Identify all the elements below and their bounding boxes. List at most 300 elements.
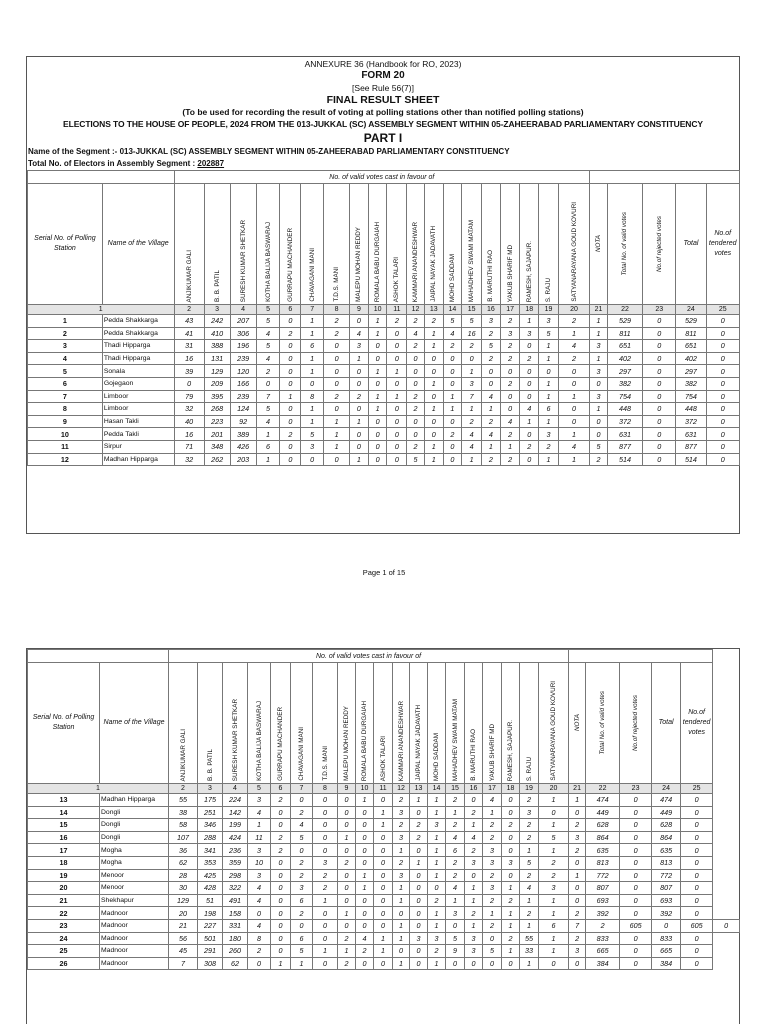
vote-cell: 38 (169, 806, 198, 819)
candidate-name: B. B. PATIL (213, 270, 221, 302)
vote-cell: 236 (223, 844, 248, 857)
vote-cell: 529 (676, 315, 706, 328)
column-number: 3 (198, 784, 223, 794)
vote-cell: 1 (443, 403, 462, 416)
table-row (28, 440, 740, 453)
vote-cell: 402 (676, 352, 706, 365)
annexure-line: ANNEXURE 36 (Handbook for RO, 2023) (304, 59, 462, 69)
rule-reference: [See Rule 56(7)] (352, 83, 414, 93)
vote-cell: 631 (607, 428, 642, 441)
column-number: 18 (520, 305, 539, 315)
vote-cell: 0 (620, 907, 652, 920)
vote-cell: 3 (500, 327, 520, 340)
vote-cell: 39 (174, 365, 204, 378)
vote-cell: 772 (586, 869, 620, 882)
vote-cell: 4 (482, 390, 501, 403)
serial-header: Serial No. of Polling Station (28, 184, 103, 305)
vote-cell: 291 (198, 945, 223, 958)
vote-cell: 4 (350, 327, 369, 340)
table-row (28, 806, 740, 819)
candidate-header (271, 663, 291, 784)
vote-cell: 260 (223, 945, 248, 958)
candidate-header (174, 184, 204, 305)
serial-cell: 8 (28, 403, 103, 416)
vote-cell: 0 (338, 869, 356, 882)
vote-cell: 2 (462, 415, 482, 428)
vote-cell: 2 (569, 907, 586, 920)
vote-cell: 0 (706, 352, 740, 365)
vote-cell: 0 (356, 806, 374, 819)
table-row (28, 907, 740, 920)
vote-cell: 2 (324, 390, 350, 403)
vote-cell: 0 (407, 377, 425, 390)
vote-cell: 0 (280, 403, 301, 416)
candidate-header (248, 663, 271, 784)
vote-cell: 833 (586, 932, 620, 945)
serial-cell: 10 (28, 428, 103, 441)
candidate-name: ROMALA BABU DURGAIAH (361, 700, 368, 781)
vote-cell: 448 (676, 403, 706, 416)
candidate-name: YAKUB SHARIF MD (506, 244, 514, 302)
vote-cell: 1 (520, 844, 539, 857)
vote-cell: 0 (374, 894, 393, 907)
vote-cell: 1 (443, 390, 462, 403)
vote-cell: 0 (590, 428, 608, 441)
vote-cell: 0 (706, 440, 740, 453)
vote-cell: 1 (368, 403, 387, 416)
vote-cell: 1 (393, 894, 410, 907)
caption-spacer (569, 650, 713, 663)
vote-cell: 1 (520, 894, 539, 907)
village-cell: Menoor (100, 869, 169, 882)
vote-cell: 395 (204, 390, 230, 403)
vote-cell: 0 (350, 377, 369, 390)
vote-cell: 1 (356, 869, 374, 882)
candidate-header (223, 663, 248, 784)
vote-cell: 3 (539, 315, 559, 328)
vote-cell: 2 (338, 932, 356, 945)
table-row (28, 856, 740, 869)
vote-cell: 0 (271, 806, 291, 819)
vote-cell: 1 (301, 315, 324, 328)
caption-spacer (28, 171, 175, 184)
vote-cell: 0 (443, 415, 462, 428)
vote-cell: 0 (443, 377, 462, 390)
vote-cell: 1 (539, 794, 569, 807)
vote-cell: 0 (324, 403, 350, 416)
table-row (28, 919, 740, 932)
vote-cell: 1 (539, 415, 559, 428)
column-number: 17 (500, 305, 520, 315)
vote-cell: 813 (586, 856, 620, 869)
table-row (28, 365, 740, 378)
vote-cell: 0 (539, 806, 569, 819)
vote-cell: 0 (443, 440, 462, 453)
vote-cell: 4 (407, 327, 425, 340)
vote-cell: 1 (428, 794, 446, 807)
serial-cell: 15 (28, 819, 100, 832)
serial-cell: 11 (28, 440, 103, 453)
village-cell: Madnoor (100, 945, 169, 958)
serial-cell: 16 (28, 831, 100, 844)
vote-cell: 2 (502, 819, 520, 832)
vote-cell: 5 (520, 856, 539, 869)
vote-cell: 2 (558, 352, 589, 365)
candidate-name: GURRAPU MACHANDER (286, 228, 294, 302)
vote-cell: 0 (291, 794, 313, 807)
vote-cell: 605 (620, 919, 652, 932)
vote-cell: 2 (500, 340, 520, 353)
vote-cell: 0 (569, 856, 586, 869)
vote-cell: 2 (482, 327, 501, 340)
segment-value: 013-JUKKAL (SC) ASSEMBLY SEGMENT WITHIN 05-ZAHEERABAD PARLIAMENTARY CONSTITUENCY (119, 147, 510, 156)
vote-cell: 2 (446, 819, 465, 832)
vote-cell: 1 (271, 957, 291, 970)
vote-cell: 2 (500, 428, 520, 441)
vote-cell: 223 (204, 415, 230, 428)
vote-cell: 2 (271, 831, 291, 844)
vote-cell: 2 (338, 957, 356, 970)
column-number: 24 (652, 784, 681, 794)
candidate-name: MAHADHEV SWAMI MATAM (451, 698, 459, 781)
vote-cell: 0 (681, 945, 713, 958)
form20-page-1 (26, 56, 740, 534)
vote-cell: 0 (387, 415, 407, 428)
vote-cell: 21 (169, 919, 198, 932)
vote-cell: 2 (324, 327, 350, 340)
candidate-header (280, 184, 301, 305)
total-valid-header (607, 184, 642, 305)
vote-cell: 1 (338, 907, 356, 920)
vote-cell: 2 (483, 919, 502, 932)
vote-cell: 2 (520, 352, 539, 365)
vote-cell: 0 (324, 377, 350, 390)
vote-cell: 0 (482, 377, 501, 390)
vote-cell: 0 (706, 327, 740, 340)
vote-cell: 0 (520, 453, 539, 466)
vote-cell: 4 (465, 831, 483, 844)
vote-cell: 36 (169, 844, 198, 857)
vote-cell: 0 (520, 428, 539, 441)
vote-cell: 514 (607, 453, 642, 466)
vote-cell: 772 (652, 869, 681, 882)
vote-cell: 1 (539, 453, 559, 466)
vote-cell: 1 (410, 856, 428, 869)
vote-cell: 16 (174, 428, 204, 441)
vote-cell: 0 (643, 315, 676, 328)
candidate-header (374, 663, 393, 784)
vote-cell: 1 (539, 844, 569, 857)
vote-cell: 4 (256, 327, 280, 340)
vote-cell: 0 (620, 957, 652, 970)
vote-cell: 3 (502, 856, 520, 869)
vote-cell: 5 (462, 315, 482, 328)
vote-cell: 3 (483, 856, 502, 869)
part-title: PART I (363, 131, 403, 145)
column-number: 15 (462, 305, 482, 315)
vote-cell: 0 (350, 403, 369, 416)
vote-cell: 0 (387, 440, 407, 453)
vote-cell: 813 (652, 856, 681, 869)
vote-cell: 1 (374, 945, 393, 958)
vote-cell: 0 (620, 806, 652, 819)
vote-cell: 0 (407, 415, 425, 428)
vote-cell: 45 (169, 945, 198, 958)
vote-cell: 0 (502, 794, 520, 807)
vote-cell: 4 (248, 894, 271, 907)
vote-cell: 0 (500, 365, 520, 378)
vote-cell: 0 (374, 869, 393, 882)
vote-cell: 4 (520, 882, 539, 895)
candidate-header (502, 663, 520, 784)
vote-cell: 1 (482, 440, 501, 453)
column-number: 25 (706, 305, 740, 315)
vote-cell: 16 (462, 327, 482, 340)
vote-cell: 0 (368, 453, 387, 466)
vote-cell: 298 (223, 869, 248, 882)
vote-cell: 1 (350, 415, 369, 428)
serial-cell: 1 (28, 315, 103, 328)
candidate-header (356, 663, 374, 784)
table-row (28, 945, 740, 958)
vote-cell: 0 (393, 945, 410, 958)
candidate-name: CHAVAGANI MANI (298, 727, 305, 781)
vote-cell: 1 (428, 856, 446, 869)
serial-cell: 3 (28, 340, 103, 353)
results-table (27, 170, 740, 466)
vote-cell: 0 (620, 794, 652, 807)
vote-cell: 2 (539, 869, 569, 882)
vote-cell: 384 (652, 957, 681, 970)
vote-cell: 4 (356, 932, 374, 945)
vote-cell: 199 (223, 819, 248, 832)
vote-cell: 0 (338, 794, 356, 807)
vote-cell: 32 (174, 403, 204, 416)
candidate-name: SATYANARAYANA GOUD KOVURI (570, 202, 578, 302)
candidate-name: ROMALA BABU DURGAIAH (374, 221, 382, 302)
vote-cell: 5 (256, 315, 280, 328)
village-cell: Limboor (102, 390, 174, 403)
candidate-name: ASHOK TALARI (393, 256, 401, 302)
vote-cell: 331 (223, 919, 248, 932)
vote-cell: 0 (643, 340, 676, 353)
vote-cell: 1 (313, 945, 338, 958)
vote-cell: 428 (198, 882, 223, 895)
candidate-name: MOHD SADDAM (448, 254, 456, 302)
vote-cell: 10 (248, 856, 271, 869)
serial-cell: 9 (28, 415, 103, 428)
vote-cell: 3 (465, 932, 483, 945)
vote-cell: 392 (652, 907, 681, 920)
vote-cell: 0 (356, 919, 374, 932)
vote-cell: 6 (256, 440, 280, 453)
form20-page-2 (26, 648, 740, 1024)
vote-cell: 2 (483, 831, 502, 844)
candidate-header (169, 663, 198, 784)
vote-cell: 3 (393, 831, 410, 844)
candidate-header (500, 184, 520, 305)
vote-cell: 0 (387, 403, 407, 416)
vote-cell: 0 (410, 844, 428, 857)
candidate-header (393, 663, 410, 784)
candidate-header (198, 663, 223, 784)
table-row (28, 352, 740, 365)
vote-cell: 2 (465, 844, 483, 857)
vote-cell: 2 (520, 440, 539, 453)
vote-cell: 2 (586, 919, 620, 932)
vote-cell: 346 (198, 819, 223, 832)
vote-cell: 0 (502, 844, 520, 857)
column-number: 5 (248, 784, 271, 794)
vote-cell: 1 (502, 919, 520, 932)
vote-cell: 0 (482, 365, 501, 378)
vote-cell: 30 (169, 882, 198, 895)
candidate-name: SURESH KUMAR SHETKAR (231, 698, 239, 781)
vote-cell: 4 (446, 882, 465, 895)
vote-cell: 877 (607, 440, 642, 453)
vote-cell: 0 (681, 932, 713, 945)
vote-cell: 2 (428, 945, 446, 958)
vote-cell: 0 (643, 377, 676, 390)
column-header-row (28, 663, 740, 784)
vote-cell: 2 (424, 315, 443, 328)
column-number: 8 (324, 305, 350, 315)
vote-cell: 1 (465, 894, 483, 907)
vote-cell: 2 (407, 340, 425, 353)
total-header: Total (652, 663, 681, 784)
vote-cell: 3 (483, 844, 502, 857)
vote-cell: 4 (291, 819, 313, 832)
vote-cell: 1 (338, 831, 356, 844)
vote-cell: 79 (174, 390, 204, 403)
village-header: Name of the Village (100, 663, 169, 784)
vote-cell: 2 (407, 315, 425, 328)
vote-cell: 402 (607, 352, 642, 365)
vote-cell: 811 (676, 327, 706, 340)
total-valid-header (586, 663, 620, 784)
candidate-name: MALEPU MOHAN REDDY (343, 706, 350, 781)
vote-cell: 251 (198, 806, 223, 819)
valid-votes-caption: No. of valid votes cast in favour of (174, 171, 590, 184)
vote-cell: 209 (204, 377, 230, 390)
vote-cell: 1 (428, 957, 446, 970)
vote-cell: 0 (558, 415, 589, 428)
vote-cell: 2 (393, 819, 410, 832)
vote-cell: 7 (256, 390, 280, 403)
vote-cell: 31 (174, 340, 204, 353)
vote-cell: 0 (338, 894, 356, 907)
vote-cell: 0 (338, 819, 356, 832)
vote-cell: 0 (706, 403, 740, 416)
vote-cell: 0 (643, 403, 676, 416)
vote-cell: 5 (301, 428, 324, 441)
vote-cell: 2 (291, 869, 313, 882)
column-number: 4 (230, 305, 256, 315)
candidate-header (539, 184, 559, 305)
column-number: 22 (586, 784, 620, 794)
caption-row (28, 171, 740, 184)
vote-cell: 348 (204, 440, 230, 453)
candidate-name: S. RAJU (545, 277, 553, 302)
vote-cell: 1 (393, 844, 410, 857)
vote-cell: 1 (590, 327, 608, 340)
vote-cell: 754 (676, 390, 706, 403)
candidate-name: KOTHA BALIJA BASWARAJ (264, 222, 272, 302)
vote-cell: 0 (410, 907, 428, 920)
candidate-name: MOHD SADDAM (433, 733, 440, 781)
vote-cell: 605 (681, 919, 713, 932)
vote-cell: 0 (368, 428, 387, 441)
candidate-name: ASHOK TALARI (379, 735, 387, 781)
vote-cell: 62 (223, 957, 248, 970)
vote-cell: 1 (539, 340, 559, 353)
vote-cell: 3 (248, 844, 271, 857)
caption-spacer (590, 171, 740, 184)
vote-cell: 4 (462, 428, 482, 441)
column-number: 7 (291, 784, 313, 794)
page-number: Page 1 of 15 (362, 568, 406, 577)
nota-header-label: NOTA (594, 235, 602, 253)
serial-cell: 26 (28, 957, 100, 970)
form-number: FORM 20 (361, 70, 405, 81)
vote-cell: 0 (620, 882, 652, 895)
vote-cell: 0 (652, 919, 681, 932)
vote-cell: 0 (443, 365, 462, 378)
vote-cell: 8 (301, 390, 324, 403)
vote-cell: 1 (350, 453, 369, 466)
vote-cell: 0 (410, 882, 428, 895)
vote-cell: 2 (446, 869, 465, 882)
vote-cell: 0 (410, 945, 428, 958)
candidate-header (230, 184, 256, 305)
vote-cell: 180 (223, 932, 248, 945)
vote-cell: 1 (462, 453, 482, 466)
vote-cell: 0 (681, 856, 713, 869)
candidate-header (443, 184, 462, 305)
candidate-name: MALEPU MOHAN REDDY (355, 227, 363, 302)
vote-cell: 40 (174, 415, 204, 428)
vote-cell: 0 (374, 882, 393, 895)
vote-cell: 268 (204, 403, 230, 416)
vote-cell: 1 (387, 365, 407, 378)
vote-cell: 2 (558, 315, 589, 328)
table-row (28, 428, 740, 441)
vote-cell: 0 (410, 894, 428, 907)
serial-cell: 2 (28, 327, 103, 340)
vote-cell: 1 (387, 390, 407, 403)
vote-cell: 8 (248, 932, 271, 945)
vote-cell: 2 (407, 390, 425, 403)
vote-cell: 833 (652, 932, 681, 945)
candidate-name: B. MARUTHI RAO (487, 250, 495, 302)
vote-cell: 4 (256, 415, 280, 428)
vote-cell: 449 (586, 806, 620, 819)
vote-cell: 1 (520, 957, 539, 970)
vote-cell: 0 (356, 831, 374, 844)
vote-cell: 203 (230, 453, 256, 466)
candidate-header (387, 184, 407, 305)
vote-cell: 693 (586, 894, 620, 907)
vote-cell: 392 (586, 907, 620, 920)
vote-cell: 2 (356, 945, 374, 958)
candidate-header (539, 663, 569, 784)
column-number: 16 (465, 784, 483, 794)
vote-cell: 491 (223, 894, 248, 907)
vote-cell: 2 (410, 831, 428, 844)
vote-cell: 2 (428, 894, 446, 907)
candidate-name: GURRAPU MACHANDER (277, 707, 284, 781)
candidate-name: SATYANARAYANA GOUD KOVURI (550, 681, 558, 781)
